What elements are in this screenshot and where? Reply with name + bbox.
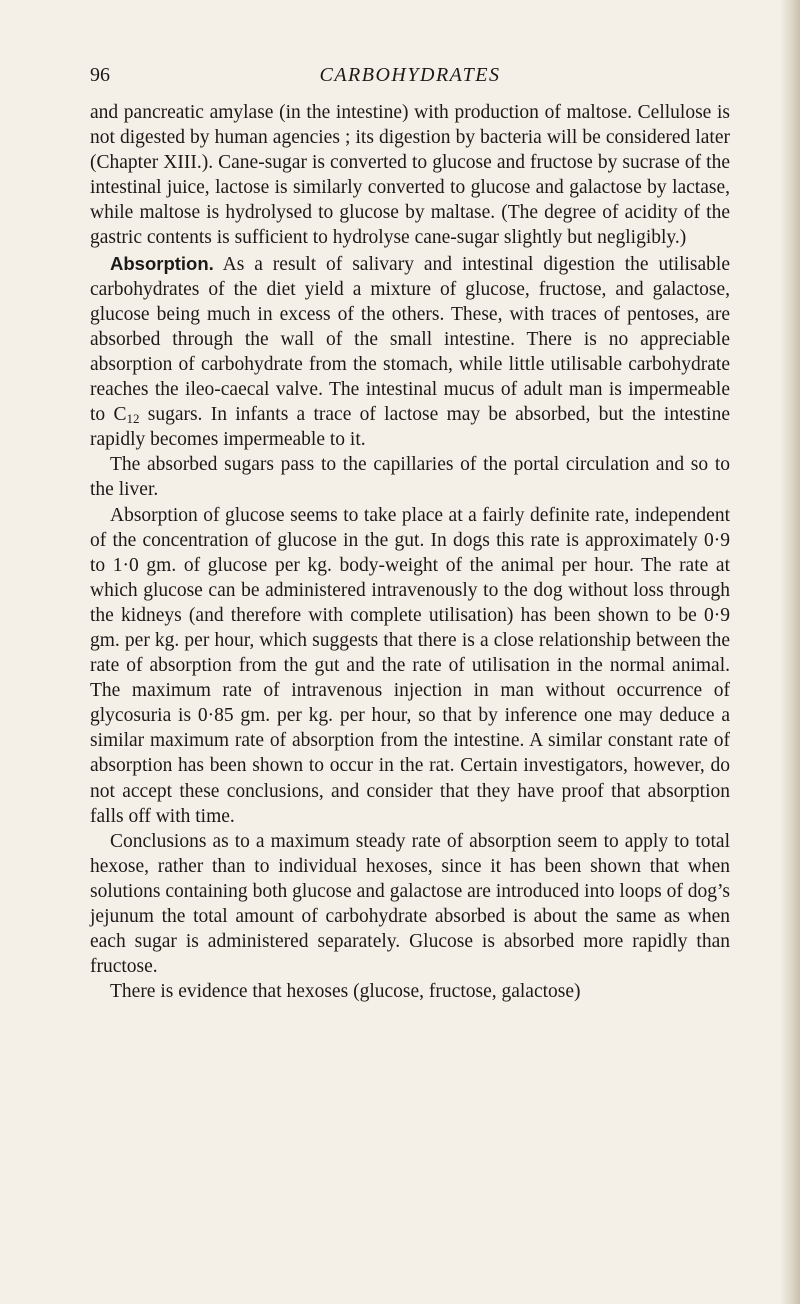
page-number: 96 (90, 64, 110, 86)
section-heading-absorption: Absorption. (110, 252, 214, 274)
page-edge-shadow (780, 0, 800, 1304)
paragraph-portal-circulation: The absorbed sugars pass to the capillaries of the portal circulation and so to the liver. (90, 454, 730, 501)
body-text (90, 100, 730, 1004)
paragraph-absorption-text-2: sugars. In infants a trace of lactose may be absorbed, but the intestine rapidly becomes impermeable to it. (90, 404, 730, 451)
subscript-12: 12 (126, 411, 140, 427)
paragraph-hexose-evidence: There is evidence that hexoses (glucose, fructose, galactose) (110, 981, 581, 1003)
paragraph-absorption (90, 251, 730, 453)
running-title: CARBOHYDRATES (319, 64, 501, 86)
paragraph-glucose-rate: Absorption of glucose seems to take place at a fairly definite rate, independent of the concentration of glucose in the gut. In dogs this rate is approximately 0·9 to 1·0 gm. of glucose per kg. body-weight of the animal per hour. The rate at which glucose can be administered intravenously to the dog without loss through the kidneys (and therefore with complete utilisation) has been shown to be 0·9 gm. per kg. per hour, which suggests that there is a close relationship between the rate of absorption from the gut and the rate of utilisation in the normal animal. The maximum rate of intravenous injection in man without occurrence of glycosuria is 0·85 gm. per kg. per hour, so that by inference one may deduce a similar maximum rate of absorption from the intestine. A similar constant rate of absorption has been shown to occur in the rat. Certain investigators, however, do not accept these conclusions, and consider that they have proof that absorption falls off with time. (90, 504, 730, 827)
paragraph-hexose-conclusions: Conclusions as to a maximum steady rate of absorption seem to apply to total hexose, rather than to individual hexoses, since it has been shown that when solutions containing both glucose and galactose are introduced into loops of dog’s jejunum the total amount of carbohydrate absorbed is about the same as when each sugar is administered separately. Glucose is absorbed more rapidly than fructose. (90, 830, 730, 978)
page-header (90, 64, 730, 90)
paragraph-absorption-text-1: As a result of salivary and intestinal digestion the utilisable carbohydrates of the diet yield a mixture of glucose, fructose, and galactose, glucose being much in excess of the others. These, with traces of pentoses, are absorbed through the wall of the small intestine. There is no appreciable absorption of carbohydrate from the stomach, while little utilisable carbohydrate reaches the ileo-caecal valve. The intestinal mucus of adult man is impermeable to C (90, 253, 730, 426)
paragraph-continuation: and pancreatic amylase (in the intestine) with production of maltose. Cellulose is not digested by human agencies ; its digestion by bacteria will be considered later (Chapter XIII.). Cane-sugar is converted to glucose and fructose by sucrase of the intestinal juice, lactose is similarly converted to glucose and galactose by lactase, while maltose is hydrolysed to glucose by maltase. (The degree of acidity of the gastric contents is sufficient to hydrolyse cane-sugar slightly but negligibly.) (90, 102, 730, 249)
